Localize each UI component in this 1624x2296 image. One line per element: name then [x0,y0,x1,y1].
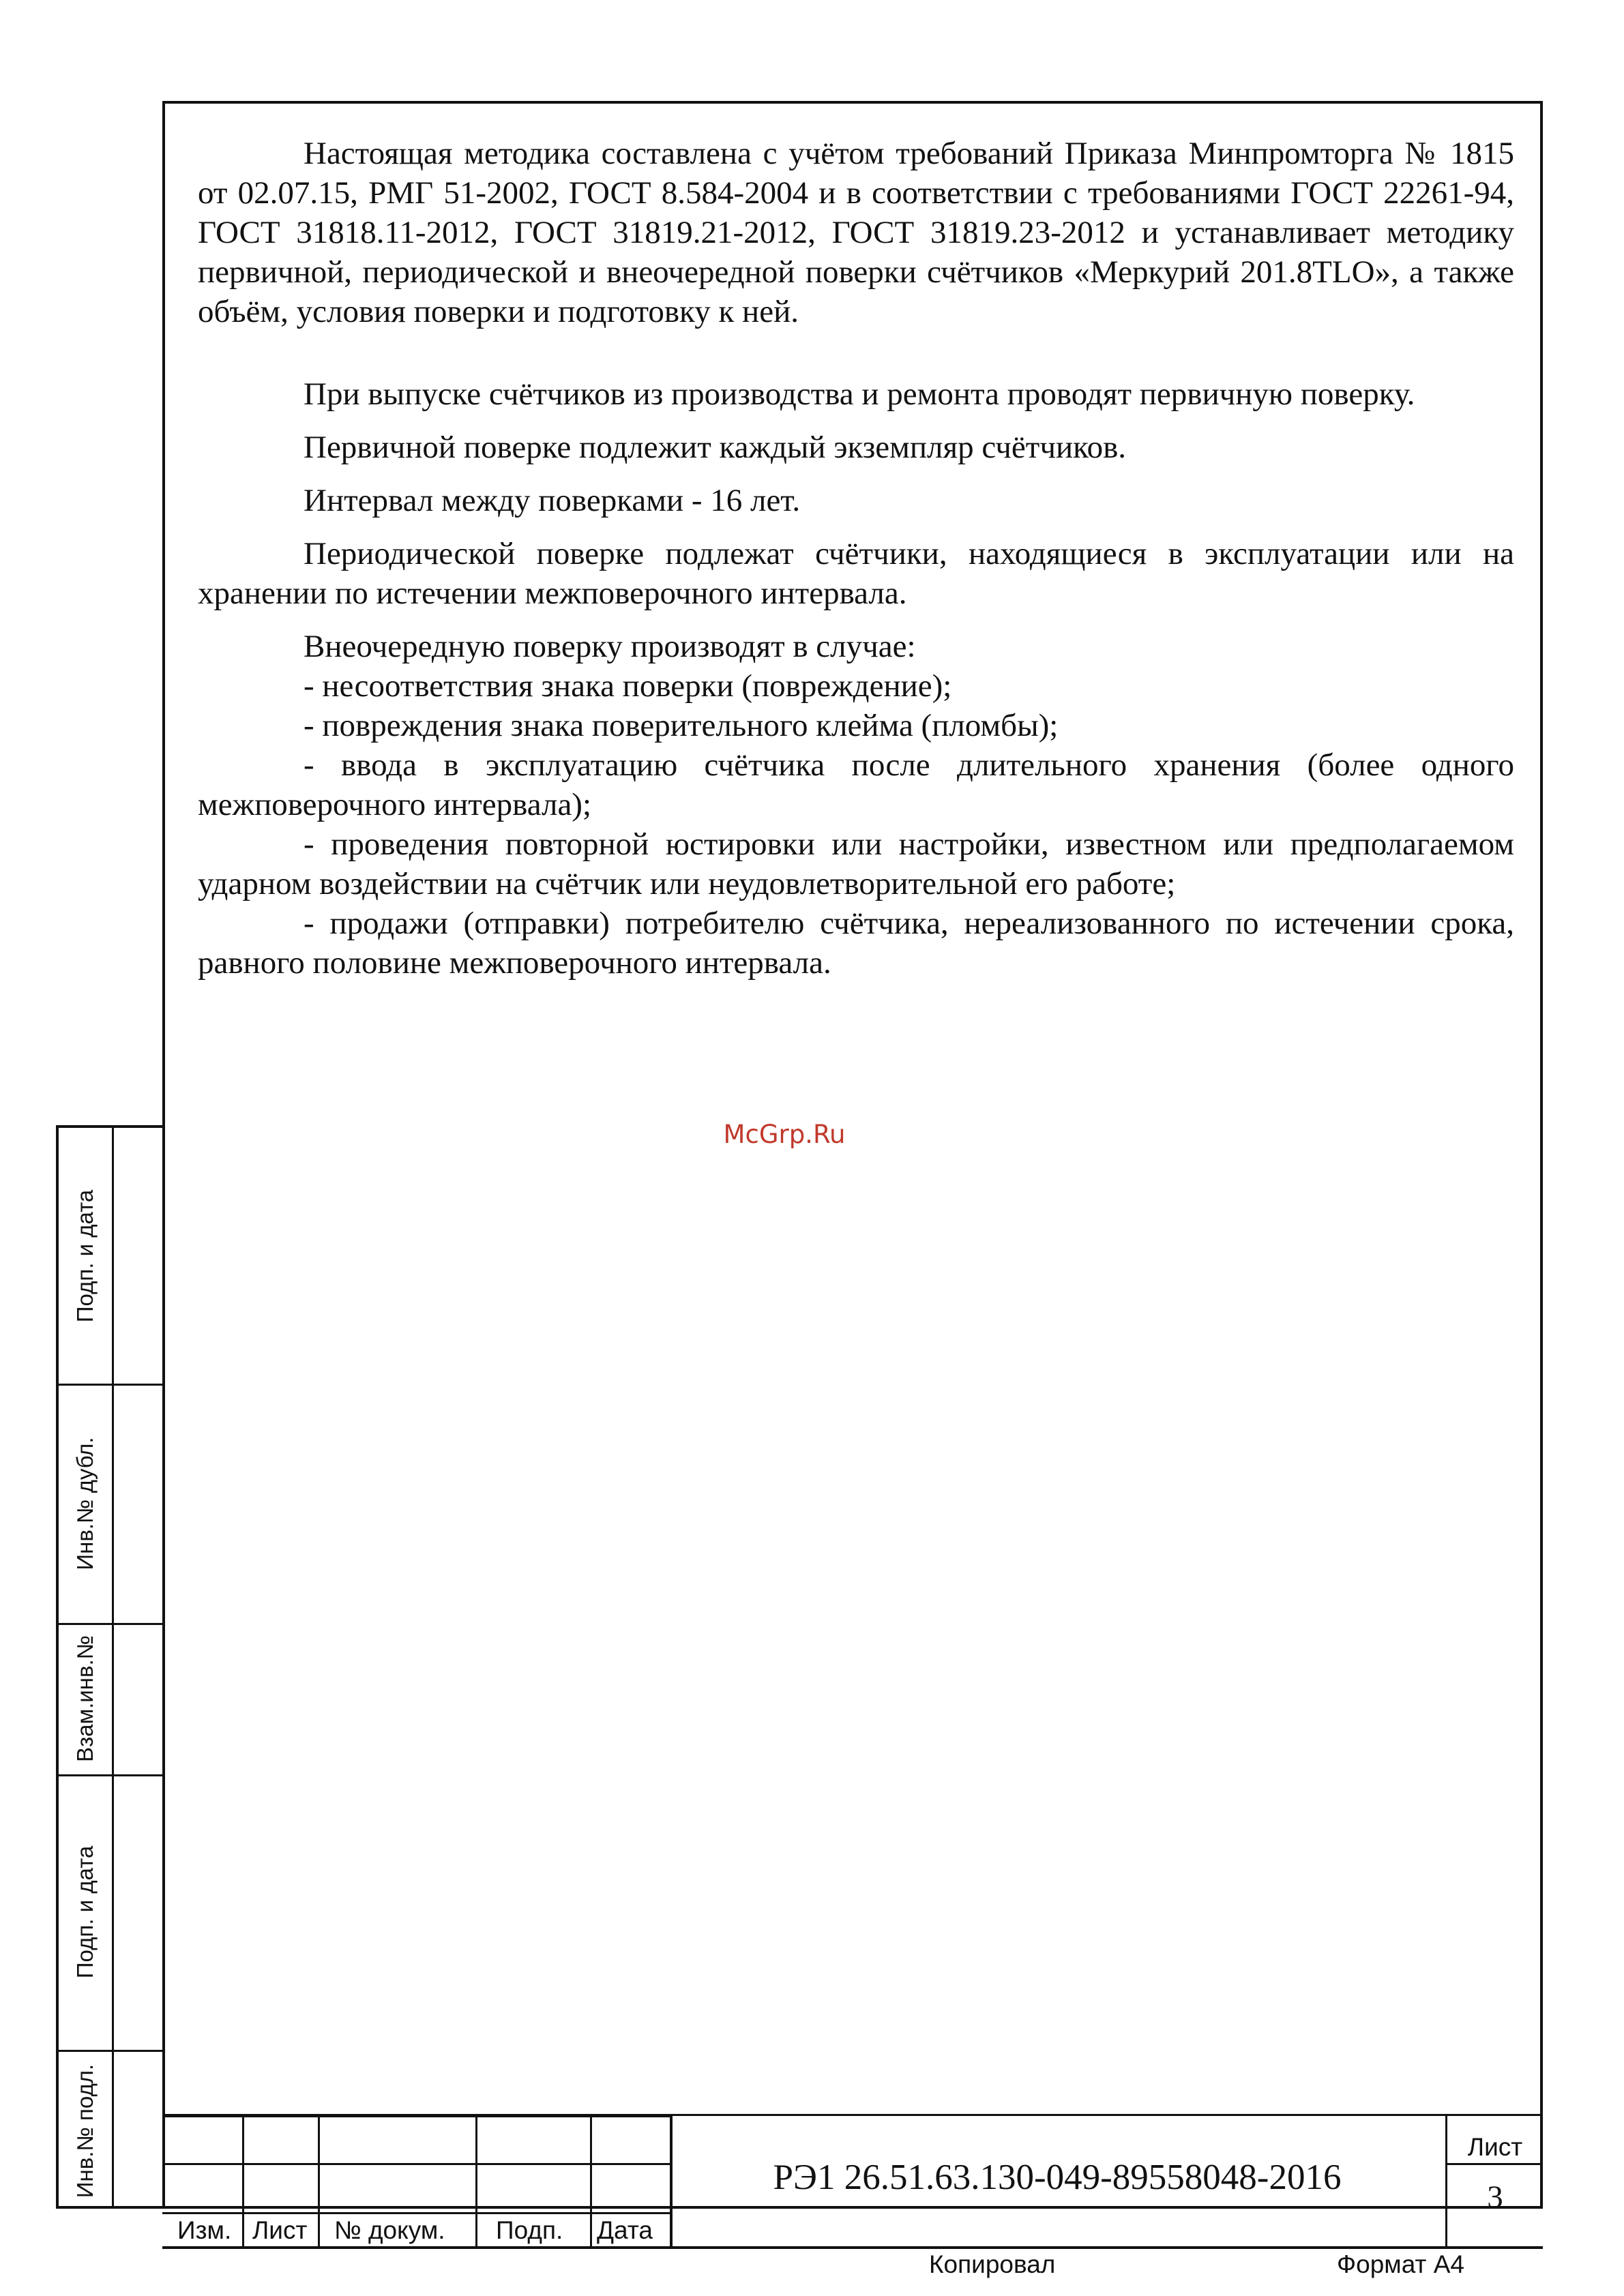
sheet-number: 3 [1487,2179,1503,2215]
footer-copied: Копировал [929,2250,1056,2278]
list-item: - проведения повторной юстировки или настройки, известном или предполагаемом ударном воздействии на счётчик или неудовлетворительной его работе; [198,826,1514,901]
header-signature: Подп. [496,2216,563,2244]
header-change: Изм. [177,2216,232,2244]
paragraph-each-unit: Первичной поверке подлежит каждый экземпляр счётчиков. [304,430,1127,465]
list-item: - продажи (отправки) потребителю счётчика, нереализованного по истечении срока, равного половине межповерочного интервала. [198,906,1514,981]
document-body [198,134,1514,983]
intro-paragraph: Настоящая методика составлена с учётом требований Приказа Минпромторга № 1815 от 02.07.15, РМГ 51-2002, ГОСТ 8.584-2004 и в соответствии с требованиями ГОСТ 22261-94, ГОСТ 31818.11-2012, ГОСТ 31819.21-2012, ГОСТ 31819.23-2012 и устанавливает методику первичной, периодической и внеочередной поверки счётчиков «Меркурий 201.8TLO», а также объём, условия поверки и подготовку к ней. [198,136,1514,329]
header-sheet: Лист [252,2216,308,2244]
footer-format: Формат А4 [1337,2250,1464,2278]
list-item: - повреждения знака поверительного клейма (пломбы); [304,708,1059,743]
side-label-dup-inv: Инв.№ дубл. [72,1436,98,1570]
side-stamp-column [56,1125,162,2209]
side-label-sign-date: Подп. и дата [72,1189,98,1322]
side-label-replace-inv: Взам.инв.№ [72,1635,98,1763]
list-item: - ввода в эксплуатацию счётчика после длительного хранения (более одного межповерочного интервала); [198,747,1514,822]
paragraph-extraordinary: Внеочередную поверку производят в случае: [304,629,916,664]
side-label-sign-date-2: Подп. и дата [72,1845,98,1979]
paragraph-periodic: Периодической поверке подлежат счётчики, находящиеся в эксплуатации или на хранении по истечении межповерочного интервала. [198,536,1514,611]
header-doc-number: № докум. [334,2216,445,2244]
document-code: РЭ1 26.51.63.130-049-89558048-2016 [773,2158,1342,2197]
side-label-orig-inv: Инв.№ подл. [72,2063,98,2198]
watermark: McGrp.Ru [723,1120,846,1149]
sheet-label: Лист [1467,2133,1523,2161]
paragraph-interval: Интервал между поверками - 16 лет. [304,483,801,518]
paragraph-primary-verification: При выпуске счётчиков из производства и ремонта проводят первичную поверку. [304,376,1415,412]
list-item: - несоответствия знака поверки (повреждение); [304,668,952,704]
header-date: Дата [597,2216,653,2244]
